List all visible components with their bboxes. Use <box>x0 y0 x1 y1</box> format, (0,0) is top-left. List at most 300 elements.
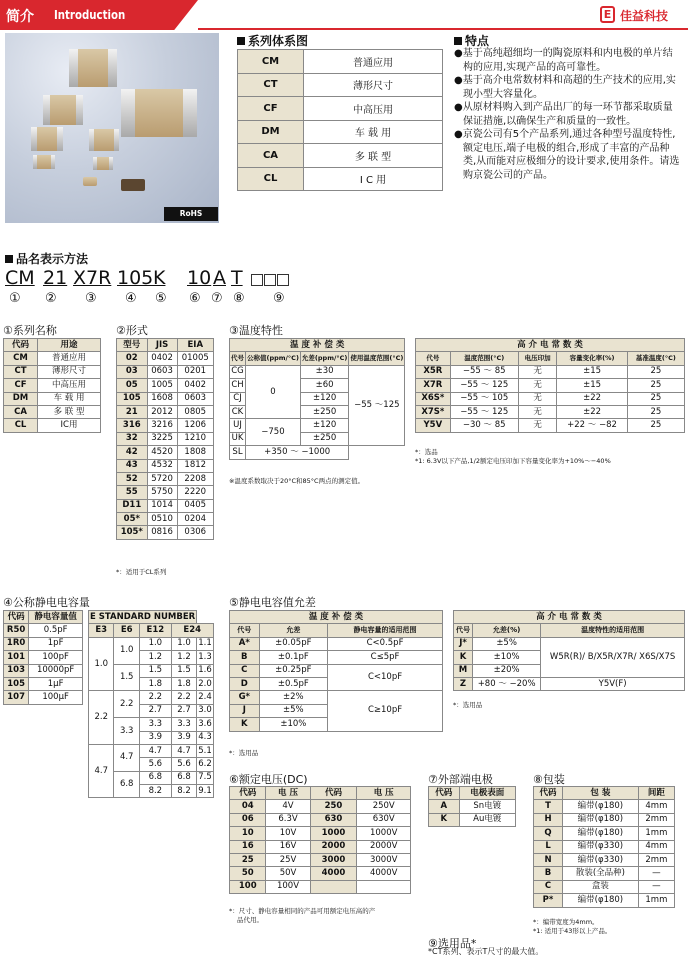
t8-note1: *：编带宽度为4mm。 <box>533 918 599 926</box>
table-row <box>117 513 214 526</box>
table-cell: X7R <box>416 379 451 392</box>
table-cell: 16V <box>266 840 310 853</box>
table-cell: 无 <box>518 392 557 405</box>
table-row <box>4 379 101 392</box>
table-cell: 2.7 <box>171 704 196 717</box>
table-cell: 7.5 <box>197 771 214 784</box>
table-cell: 1.8 <box>139 677 171 690</box>
table-cell: 3.3 <box>114 718 139 745</box>
table-cell: — <box>638 880 674 893</box>
table-cell: CK <box>230 405 246 418</box>
t2-title: ②形式 <box>116 324 148 337</box>
table-cell: ±0.05pF <box>259 637 327 650</box>
table-cell: 1.6 <box>197 664 214 677</box>
table-cell: 散装(全品种) <box>563 867 639 880</box>
table-cell: 0204 <box>177 513 214 526</box>
table-cell: 1.0 <box>89 637 114 691</box>
series-title: 系列体系图 <box>237 32 308 49</box>
table-row <box>4 419 101 432</box>
table-header-cell: 静电容量值 <box>29 611 83 624</box>
table-row <box>89 637 214 650</box>
table-cell: 25 <box>627 365 684 378</box>
table-cell: K <box>454 651 473 664</box>
table-cell: 薄形尺寸 <box>38 365 101 378</box>
table-row <box>230 840 411 853</box>
table-cell: 6.8 <box>171 771 196 784</box>
table-cell: 107 <box>4 691 29 704</box>
table-header-cell: 型号 <box>117 339 148 352</box>
table-cell: 1812 <box>177 459 214 472</box>
chip-image <box>121 89 197 137</box>
table-cell: ±22 <box>557 392 627 405</box>
table-cell: +22 ～ −82 <box>557 419 627 432</box>
table-cell: 4.7 <box>171 744 196 757</box>
table-cell: N <box>534 853 563 866</box>
t2-note: *：适用于CL系列 <box>116 568 167 576</box>
table-cell: 2mm <box>638 853 674 866</box>
table-cell: R50 <box>4 624 29 637</box>
table-cell: 0603 <box>147 365 177 378</box>
table-cell: 250 <box>310 800 357 813</box>
feature-item: ●京瓷公司有5个产品系列,通过各种型号温度特性,额定电压,端子电极的组合,形成了丰富的产品种类,从而能对应极细分的设计要求,使用条件。请选购京瓷公司的产品。 <box>454 129 680 181</box>
table-header-cell: JIS <box>147 339 177 352</box>
table-row <box>230 691 443 704</box>
table-cell: 1608 <box>147 392 177 405</box>
table-cell: 25 <box>230 853 266 866</box>
table-cell: 0805 <box>177 405 214 418</box>
table-cell: 25 <box>627 405 684 418</box>
table-cell: +350 ～ −1000 <box>246 446 349 459</box>
t6-note1: *：尺寸、静电容量相同的产品可用额定电压高的产 <box>229 907 376 915</box>
table-row <box>117 352 214 365</box>
table-cell: ±0.25pF <box>259 664 327 677</box>
table-cell: CM <box>238 50 304 74</box>
table-cell: C <box>534 880 563 893</box>
table-row <box>117 459 214 472</box>
table-cell: 编带(φ330) <box>563 853 639 866</box>
table-row <box>534 880 675 893</box>
table-cell: 105* <box>117 526 148 539</box>
table-cell: 0510 <box>147 513 177 526</box>
table-cell: 50 <box>230 867 266 880</box>
table-cell: −750 <box>246 419 301 446</box>
table-cell: 25V <box>266 853 310 866</box>
table-cell: C<0.5pF <box>328 637 443 650</box>
t6-note2: 品代用。 <box>237 916 263 924</box>
table-cell: 316 <box>117 419 148 432</box>
table-cell: 3000V <box>357 853 411 866</box>
table-cell: 中高压用 <box>38 379 101 392</box>
table-row <box>534 800 675 813</box>
table-row <box>4 611 83 624</box>
table-cell: 无 <box>518 365 557 378</box>
table-cell: CM <box>4 352 38 365</box>
table-cell: A <box>429 800 460 813</box>
table-row <box>230 611 443 624</box>
e-standard-table <box>88 610 214 798</box>
table-cell: DM <box>238 120 304 144</box>
table-cell: 1014 <box>147 499 177 512</box>
table-row <box>117 499 214 512</box>
table-cell: 4.7 <box>89 744 114 798</box>
table-header-cell: 电 压 <box>357 787 411 800</box>
table-row <box>230 637 443 650</box>
table-row <box>89 624 214 637</box>
table-cell: 16 <box>230 840 266 853</box>
table-row <box>534 840 675 853</box>
table-cell: 1.3 <box>197 651 214 664</box>
table-header-cell: 代码 <box>310 787 357 800</box>
table-cell: 2000V <box>357 840 411 853</box>
table-header-cell: E6 <box>114 624 139 637</box>
table-row <box>534 827 675 840</box>
table-cell: CT <box>4 365 38 378</box>
table-cell: 25 <box>627 392 684 405</box>
table-header-cell: 代号 <box>454 624 473 637</box>
table-cell: 1.5 <box>114 664 139 691</box>
table-row <box>416 405 685 418</box>
table-row <box>4 352 101 365</box>
chip-image <box>83 177 97 186</box>
table-cell: 3.0 <box>197 704 214 717</box>
table-cell: 2.4 <box>197 691 214 704</box>
table-cell: 4.3 <box>197 731 214 744</box>
table-header-cell: 用途 <box>38 339 101 352</box>
table-header-cell: E12 <box>139 624 171 637</box>
table-cell: 8.2 <box>171 785 196 798</box>
table-row <box>4 677 83 690</box>
table-cell: 100 <box>230 880 266 893</box>
table-cell: A* <box>230 637 260 650</box>
table-row <box>429 813 516 826</box>
t3-title: ③温度特性 <box>229 324 283 337</box>
code-index: ④ <box>125 291 137 306</box>
table-cell: 10000pF <box>29 664 83 677</box>
t9-title: ⑨选用品* <box>428 937 477 950</box>
table-cell: −55 ～ 105 <box>450 392 518 405</box>
table-cell: 9.1 <box>197 785 214 798</box>
table-cell: 车 载 用 <box>304 120 443 144</box>
table-cell: 1.5 <box>139 664 171 677</box>
packaging-table <box>533 786 675 908</box>
table-cell: B <box>534 867 563 880</box>
table-cell: ±120 <box>300 419 348 432</box>
table-cell: 52 <box>117 472 148 485</box>
table-cell: 100V <box>266 880 310 893</box>
series-name-table <box>3 338 101 433</box>
electrode-table <box>428 786 516 827</box>
table-cell: 05 <box>117 379 148 392</box>
table-cell: ±250 <box>300 405 348 418</box>
table-cell: M <box>454 664 473 677</box>
table-row <box>230 827 411 840</box>
table-header-cell: 电 压 <box>266 787 310 800</box>
table-header-cell: 包 装 <box>563 787 639 800</box>
table-row <box>230 853 411 866</box>
table-row <box>4 339 101 352</box>
table-cell: 多 联 型 <box>38 405 101 418</box>
chip-image <box>89 129 119 151</box>
table-cell: 4520 <box>147 446 177 459</box>
table-row <box>117 486 214 499</box>
table-row <box>230 787 411 800</box>
table-cell: 4532 <box>147 459 177 472</box>
table-cell: 1.1 <box>197 637 214 650</box>
table-cell: 1.2 <box>171 651 196 664</box>
table-cell: X5R <box>416 365 451 378</box>
temp-comp-table <box>229 338 405 460</box>
table-cell: 1mm <box>638 827 674 840</box>
table-row <box>89 691 214 704</box>
table-cell: 3225 <box>147 432 177 445</box>
code-index: ⑦ <box>211 291 223 306</box>
table-cell: CG <box>230 365 246 378</box>
table-row <box>117 472 214 485</box>
table-cell: 4.7 <box>114 744 139 771</box>
table-cell: 1R0 <box>4 637 29 650</box>
table-row <box>230 867 411 880</box>
table-row <box>238 97 443 121</box>
table-header-cell: 代码 <box>230 787 266 800</box>
table-cell: ±10% <box>473 651 541 664</box>
table-cell: K <box>429 813 460 826</box>
table-cell: 4V <box>266 800 310 813</box>
header-title-cn: 简介 <box>6 9 34 25</box>
product-photo <box>5 33 219 223</box>
table-row <box>238 144 443 168</box>
table-cell: ±0.5pF <box>259 677 327 690</box>
table-cell: CT <box>238 73 304 97</box>
table-cell: T <box>534 800 563 813</box>
table-cell: 1808 <box>177 446 214 459</box>
table-cell: 1mm <box>638 894 674 907</box>
table-cell: 2.2 <box>139 691 171 704</box>
table-cell: ±5% <box>259 704 327 717</box>
table-row <box>4 664 83 677</box>
table-cell: CF <box>4 379 38 392</box>
table-row <box>4 365 101 378</box>
table-cell: J <box>230 704 260 717</box>
table-cell: 1206 <box>177 419 214 432</box>
table-cell: 0405 <box>177 499 214 512</box>
table-row <box>230 365 405 378</box>
table-header-cell: E3 <box>89 624 114 637</box>
table-cell: 编带(φ330) <box>563 840 639 853</box>
table-cell: 6.8 <box>114 771 139 798</box>
table-cell: Au电镀 <box>459 813 515 826</box>
table-cell: K <box>230 718 260 731</box>
table-cell: G* <box>230 691 260 704</box>
table-cell: 02 <box>117 352 148 365</box>
table-header-cell: 代号 <box>230 624 260 637</box>
table-cell: 1005 <box>147 379 177 392</box>
table-cell: 5.6 <box>171 758 196 771</box>
chip-image <box>43 95 83 125</box>
table-row <box>117 419 214 432</box>
code-index: ⑤ <box>155 291 167 306</box>
table-row <box>4 405 101 418</box>
table-cell: 编带(φ180) <box>563 827 639 840</box>
table-cell: +80 ～ −20% <box>473 677 541 690</box>
table-header-cell: 温 度 补 偿 类 <box>230 339 405 352</box>
table-cell: 3.3 <box>139 718 171 731</box>
table-header-cell: 代码 <box>534 787 563 800</box>
table-row <box>117 446 214 459</box>
table-cell: Y5V <box>416 419 451 432</box>
table-cell: CH <box>230 379 246 392</box>
table-cell: 盒装 <box>563 880 639 893</box>
table-cell: 5.1 <box>197 744 214 757</box>
table-cell: B <box>230 651 260 664</box>
table-cell: 43 <box>117 459 148 472</box>
table-cell: 3.3 <box>171 718 196 731</box>
table-cell: 1.8 <box>171 677 196 690</box>
table-cell: 03 <box>117 365 148 378</box>
table-cell: 2.2 <box>114 691 139 718</box>
table-row <box>416 339 685 352</box>
header-rule <box>198 28 688 30</box>
table-cell: −55 ～ 85 <box>450 365 518 378</box>
features-list <box>454 47 682 182</box>
table-cell: 5750 <box>147 486 177 499</box>
table-header-cell: 静电容量的适用范围 <box>328 624 443 637</box>
table-cell: D <box>230 677 260 690</box>
table-cell: X6S* <box>416 392 451 405</box>
t5-note: *：选用品 <box>229 749 259 757</box>
table-cell: ±250 <box>300 432 348 445</box>
table-row <box>454 624 685 637</box>
table-cell: IC用 <box>38 419 101 432</box>
table-cell: I C 用 <box>304 167 443 191</box>
table-row <box>230 651 443 664</box>
chip-image <box>121 179 145 191</box>
table-cell: J* <box>454 637 473 650</box>
table-cell: 01005 <box>177 352 214 365</box>
chip-image <box>31 127 63 151</box>
table-cell: 630 <box>310 813 357 826</box>
table-cell: 105 <box>117 392 148 405</box>
table-cell: ±2% <box>259 691 327 704</box>
chip-image <box>93 157 113 170</box>
tolerance-comp-table <box>229 610 443 732</box>
table-cell: 无 <box>518 419 557 432</box>
table-row <box>117 526 214 539</box>
code-index: ⑥ <box>189 291 201 306</box>
table-cell: 2000 <box>310 840 357 853</box>
table-cell: CL <box>238 167 304 191</box>
table-cell: 32 <box>117 432 148 445</box>
table-cell: 1.0 <box>139 637 171 650</box>
table-cell: 0 <box>246 365 301 419</box>
table-row <box>534 787 675 800</box>
table-cell: 2.2 <box>171 691 196 704</box>
table-cell: 6.3V <box>266 813 310 826</box>
table-cell: 2.0 <box>197 677 214 690</box>
table-cell: 3216 <box>147 419 177 432</box>
table-cell: 105 <box>4 677 29 690</box>
table-cell: 1.0 <box>171 637 196 650</box>
table-cell: −55 ～ 125 <box>450 379 518 392</box>
table-header-cell: E24 <box>171 624 213 637</box>
table-row <box>4 637 83 650</box>
feature-item: ●基于高介电常数材料和高超的生产技术的应用,实现小型大容量化。 <box>454 75 676 100</box>
table-header-cell: 容量变化率(%) <box>557 352 627 365</box>
table-cell: 2mm <box>638 813 674 826</box>
table-header-cell: E STANDARD NUMBER <box>89 611 197 624</box>
form-table <box>116 338 214 540</box>
table-row <box>416 352 685 365</box>
table-row <box>4 691 83 704</box>
table-cell: 4000 <box>310 867 357 880</box>
table-cell: D11 <box>117 499 148 512</box>
header-title-en: Introduction <box>54 8 126 22</box>
table-cell: 0603 <box>177 392 214 405</box>
t4-title: ④公称静电电容量 <box>3 596 90 609</box>
t6-title: ⑥额定电压(DC) <box>229 773 308 786</box>
naming-title: 品名表示方法 <box>5 250 88 267</box>
code-part: 21 <box>43 267 68 289</box>
table-row <box>4 392 101 405</box>
table-row <box>117 339 214 352</box>
table-cell: 05* <box>117 513 148 526</box>
table-cell: ±30 <box>300 365 348 378</box>
table-cell: 编带(φ180) <box>563 894 639 907</box>
table-cell: −55 ～ 125 <box>450 405 518 418</box>
table-cell: 1.0 <box>114 637 139 664</box>
table-cell: 编带(φ180) <box>563 813 639 826</box>
table-cell: 2.2 <box>89 691 114 745</box>
table-cell: C <box>230 664 260 677</box>
table-row <box>454 677 685 690</box>
table-cell <box>357 880 411 893</box>
table-row <box>534 853 675 866</box>
table-cell: 100pF <box>29 651 83 664</box>
table-header-cell: 代码 <box>4 611 29 624</box>
table-row <box>416 365 685 378</box>
t9-note: *CT系列、表示T尺寸的最大值。 <box>428 947 544 956</box>
table-cell: 0201 <box>177 365 214 378</box>
table-row <box>230 664 443 677</box>
table-cell: Q <box>534 827 563 840</box>
table-row <box>534 894 675 907</box>
table-cell: CA <box>4 405 38 418</box>
t8-note2: *1: 适用于43形以上产品。 <box>533 927 612 935</box>
table-cell: 101 <box>4 651 29 664</box>
table-cell: 无 <box>518 405 557 418</box>
table-cell: 普通应用 <box>304 50 443 74</box>
table-row <box>117 405 214 418</box>
table-cell: ±120 <box>300 392 348 405</box>
code-index: ③ <box>85 291 97 306</box>
table-cell: 06 <box>230 813 266 826</box>
t5-title: ⑤静电电容值允差 <box>229 596 316 609</box>
table-cell: 5.6 <box>139 758 171 771</box>
table-cell: 55 <box>117 486 148 499</box>
table-cell <box>310 880 357 893</box>
table-row <box>429 787 516 800</box>
table-row <box>4 624 83 637</box>
table-cell: 1.2 <box>139 651 171 664</box>
voltage-table <box>229 786 411 894</box>
table-cell: Z <box>454 677 473 690</box>
table-cell: ±10% <box>259 718 327 731</box>
table-row <box>230 446 405 459</box>
feature-item: ●基于高纯超细均一的陶瓷原料和内电极的单片结构的应用,实现产品的高可靠性。 <box>454 48 673 73</box>
table-cell: 1.5 <box>171 664 196 677</box>
table-row <box>416 379 685 392</box>
table-header-cell: 高 介 电 常 数 类 <box>454 611 685 624</box>
code-part: 10 <box>187 267 212 289</box>
